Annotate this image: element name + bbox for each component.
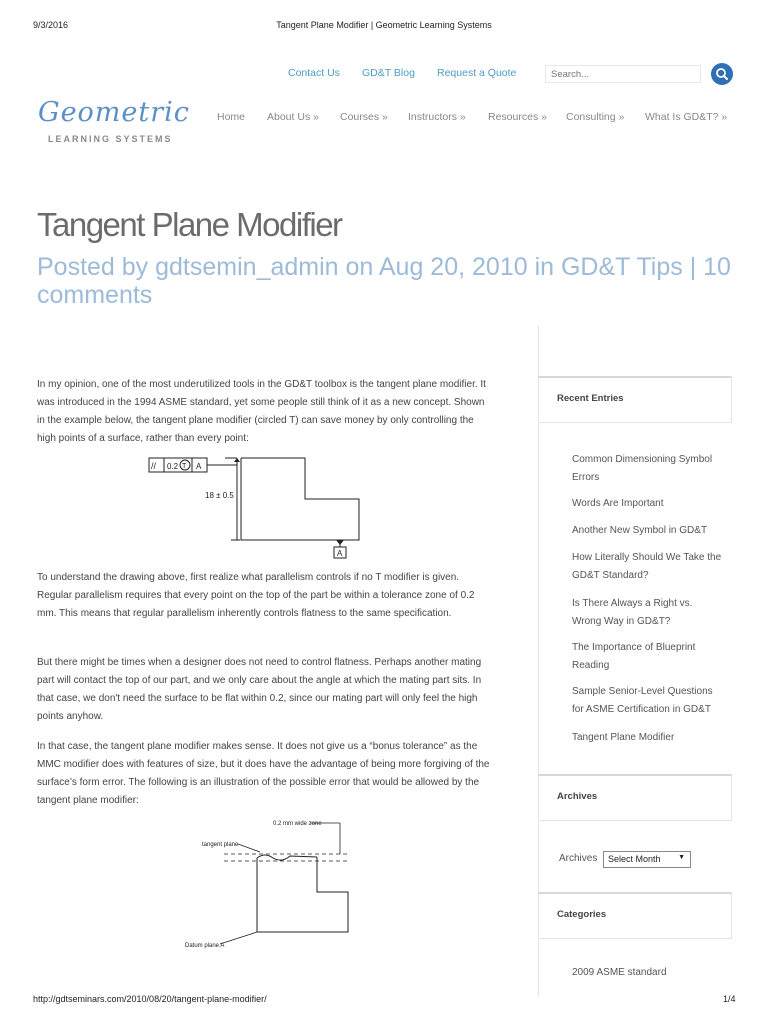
- nav-courses[interactable]: Courses »: [340, 111, 388, 123]
- parallelism-symbol: //: [151, 461, 157, 471]
- categories-title: Categories: [557, 909, 607, 920]
- archives-label: Archives: [559, 853, 598, 864]
- page-title: Tangent Plane Modifier: [37, 206, 342, 243]
- figure-tangent-plane-drawing: [185, 814, 365, 952]
- widget-border-right: [731, 376, 732, 423]
- search-input[interactable]: [545, 65, 701, 83]
- nav-home[interactable]: Home: [217, 111, 246, 123]
- search-icon: [711, 63, 733, 85]
- logo-subtitle: LEARNING SYSTEMS: [48, 134, 173, 144]
- paragraph-1: In my opinion, one of the most underutilized tools in the GD&T toolbox is the tangent plane modifier. It was introduced in the 1994 ASME standard, yet some people still think of it as a new concept. Shown in the example below, the tangent plane modifier (circled T) can save money by only controlling the high points of a surface, rather than every point:: [37, 379, 486, 444]
- tolerance-value: 0.2: [167, 462, 179, 471]
- widget-border-right: [731, 892, 732, 939]
- widget-border-top: [538, 774, 732, 776]
- paragraph-3: But there might be times when a designer does not need to control flatness. Perhaps another mating part will contact the top of our part, and we only care about the angle at which the mating part sits. In that case, we don't need the surface to be flat within 0.2, since our mating part will only feel the high points anyhow.: [37, 657, 482, 722]
- paragraph-2: To understand the drawing above, first realize what parallelism controls if no T modifier is given. Regular parallelism requires that every point on the top of the part be within a tolerance zone of 0.2 mm. This means that regular parallelism inherently controls flatness to the same specification.: [37, 572, 475, 619]
- tangent-plane-label: tangent plane: [202, 842, 239, 848]
- category-link[interactable]: 2009 ASME standard: [572, 967, 667, 978]
- logo[interactable]: Geometric: [38, 97, 190, 128]
- search-button[interactable]: [711, 63, 733, 85]
- post-meta: Posted by gdtsemin_admin on Aug 20, 2010 in GD&T Tips | 10 comments: [37, 253, 731, 309]
- recent-entry-link[interactable]: Tangent Plane Modifier: [572, 732, 675, 743]
- print-page-title: Tangent Plane Modifier | Geometric Learning Systems: [276, 20, 492, 30]
- widget-border-bottom: [538, 422, 732, 423]
- archives-select-value: Select Month: [608, 854, 661, 864]
- nav-what-is-gdt[interactable]: What Is GD&T? »: [645, 111, 728, 123]
- recent-entry-link[interactable]: Words Are Important: [572, 498, 664, 509]
- print-url: http://gdtseminars.com/2010/08/20/tangent-plane-modifier/: [33, 994, 267, 1004]
- recent-entry-link[interactable]: How Literally Should We Take the GD&T Standard?: [572, 552, 722, 581]
- nav-about-us[interactable]: About Us »: [267, 111, 319, 123]
- recent-entry-link[interactable]: Sample Senior-Level Questions for ASME Certification in GD&T: [572, 686, 713, 715]
- request-quote-link[interactable]: Request a Quote: [437, 67, 517, 79]
- gdt-blog-link[interactable]: GD&T Blog: [362, 67, 415, 79]
- datum-reference: A: [196, 462, 202, 471]
- datum-plane-label: Datum plane A: [185, 943, 225, 949]
- recent-entry-link[interactable]: The Importance of Blueprint Reading: [572, 642, 696, 671]
- nav-consulting[interactable]: Consulting »: [566, 111, 625, 123]
- widget-border-bottom: [538, 820, 732, 821]
- recent-entry-link[interactable]: Another New Symbol in GD&T: [572, 525, 708, 536]
- widget-border-top: [538, 892, 732, 894]
- sidebar-divider: [538, 326, 539, 996]
- print-date: 9/3/2016: [33, 20, 69, 30]
- archives-title: Archives: [557, 791, 598, 802]
- recent-entry-link[interactable]: Common Dimensioning Symbol Errors: [572, 454, 713, 483]
- contact-us-link[interactable]: Contact Us: [288, 67, 340, 79]
- print-page-count: 1/4: [723, 994, 736, 1004]
- widget-border-right: [731, 774, 732, 821]
- chevron-down-icon: ▼: [678, 854, 685, 861]
- zone-label: 0.2 mm wide zone: [273, 821, 322, 827]
- archives-dropdown[interactable]: [603, 851, 691, 868]
- datum-a-label: A: [337, 549, 343, 558]
- nav-instructors[interactable]: Instructors »: [408, 111, 466, 123]
- recent-entries-title: Recent Entries: [557, 393, 624, 404]
- recent-entry-link[interactable]: Is There Always a Right vs. Wrong Way in GD&T?: [572, 598, 693, 627]
- dimension-label: 18 ± 0.5: [205, 491, 234, 500]
- paragraph-4: In that case, the tangent plane modifier makes sense. It does not give us a “bonus tolerance” as the MMC modifier does with features of size, but it does have the advantage of being more forgiving of the surface’s form error. The following is an illustration of the possible error that would be allowed by the tangent plane modifier:: [37, 741, 490, 806]
- tangent-modifier: T: [182, 463, 187, 470]
- nav-resources[interactable]: Resources »: [488, 111, 547, 123]
- widget-border-top: [538, 376, 732, 378]
- widget-border-bottom: [538, 938, 732, 939]
- figure-parallelism-drawing: [147, 454, 377, 562]
